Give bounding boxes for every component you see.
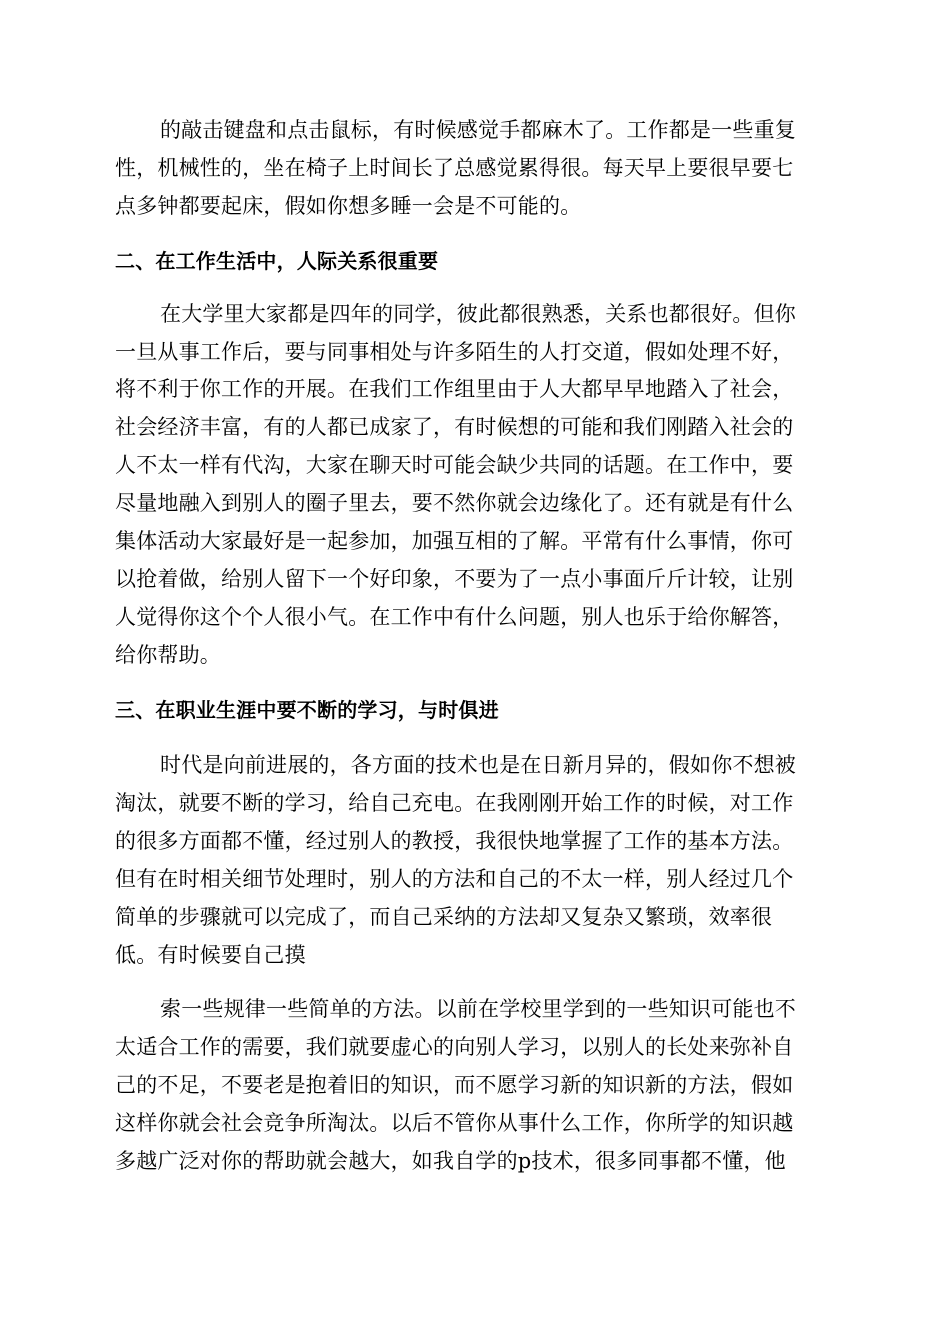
paragraph-line: 将不利于你工作的开展。在我们工作组里由于人大都早早地踏入了社会， (115, 377, 794, 401)
paragraph-line: 简单的步骤就可以完成了，而自己采纳的方法却又复杂又繁琐，效率很 (115, 905, 773, 929)
paragraph-line: 但有在时相关细节处理时，别人的方法和自己的不太一样，别人经过几个 (115, 867, 794, 891)
paragraph-line: 尽量地融入到别人的圈子里去，要不然你就会边缘化了。还有就是有什么 (115, 491, 794, 515)
paragraph-line: 的很多方面都不懂，经过别人的教授，我很快地掌握了工作的基本方法。 (115, 829, 794, 853)
paragraph-line: 人不太一样有代沟，大家在聊天时可能会缺少共同的话题。在工作中，要 (115, 453, 794, 477)
paragraph-line: 性，机械性的，坐在椅子上时间长了总感觉累得很。每天早上要很早要七 (115, 156, 794, 180)
paragraph-line: 时代是向前进展的，各方面的技术也是在日新月异的，假如你不想被 (160, 753, 796, 777)
paragraph-line: 人觉得你这个个人很小气。在工作中有什么问题，别人也乐于给你解答， (115, 605, 794, 629)
paragraph-line: 太适合工作的需要，我们就要虚心的向别人学习，以别人的长处来弥补自 (115, 1035, 794, 1059)
paragraph-line: 以抢着做，给别人留下一个好印象，不要为了一点小事面斤斤计较，让别 (115, 567, 794, 591)
paragraph-line: 点多钟都要起床，假如你想多睡一会是不可能的。 (115, 194, 582, 218)
paragraph-line: 低。有时候要自己摸 (115, 943, 306, 967)
paragraph-line: 集体活动大家最好是一起参加，加强互相的了解。平常有什么事情，你可 (115, 529, 794, 553)
paragraph-line: 多越广泛对你的帮助就会越大，如我自学的p技术，很多同事都不懂，他 (115, 1149, 786, 1173)
paragraph-line: 索一些规律一些简单的方法。以前在学校里学到的一些知识可能也不 (160, 997, 796, 1021)
paragraph-line: 给你帮助。 (115, 643, 221, 667)
paragraph-line: 这样你就会社会竞争所淘汰。以后不管你从事什么工作，你所学的知识越 (115, 1111, 794, 1135)
paragraph-line: 淘汰，就要不断的学习，给自己充电。在我刚刚开始工作的时候，对工作 (115, 791, 794, 815)
paragraph-line: 一旦从事工作后，要与同事相处与许多陌生的人打交道，假如处理不好， (115, 340, 794, 364)
paragraph-line: 的敲击键盘和点击鼠标，有时候感觉手都麻木了。工作都是一些重复 (160, 118, 796, 142)
paragraph-line: 己的不足，不要老是抱着旧的知识，而不愿学习新的知识新的方法，假如 (115, 1073, 794, 1097)
section-heading: 三、在职业生涯中要不断的学习，与时俱进 (115, 698, 499, 722)
paragraph-line: 社会经济丰富，有的人都已成家了，有时候想的可能和我们刚踏入社会的 (115, 415, 794, 439)
paragraph-line: 在大学里大家都是四年的同学，彼此都很熟悉，关系也都很好。但你 (160, 302, 796, 326)
section-heading: 二、在工作生活中，人际关系很重要 (115, 249, 439, 273)
